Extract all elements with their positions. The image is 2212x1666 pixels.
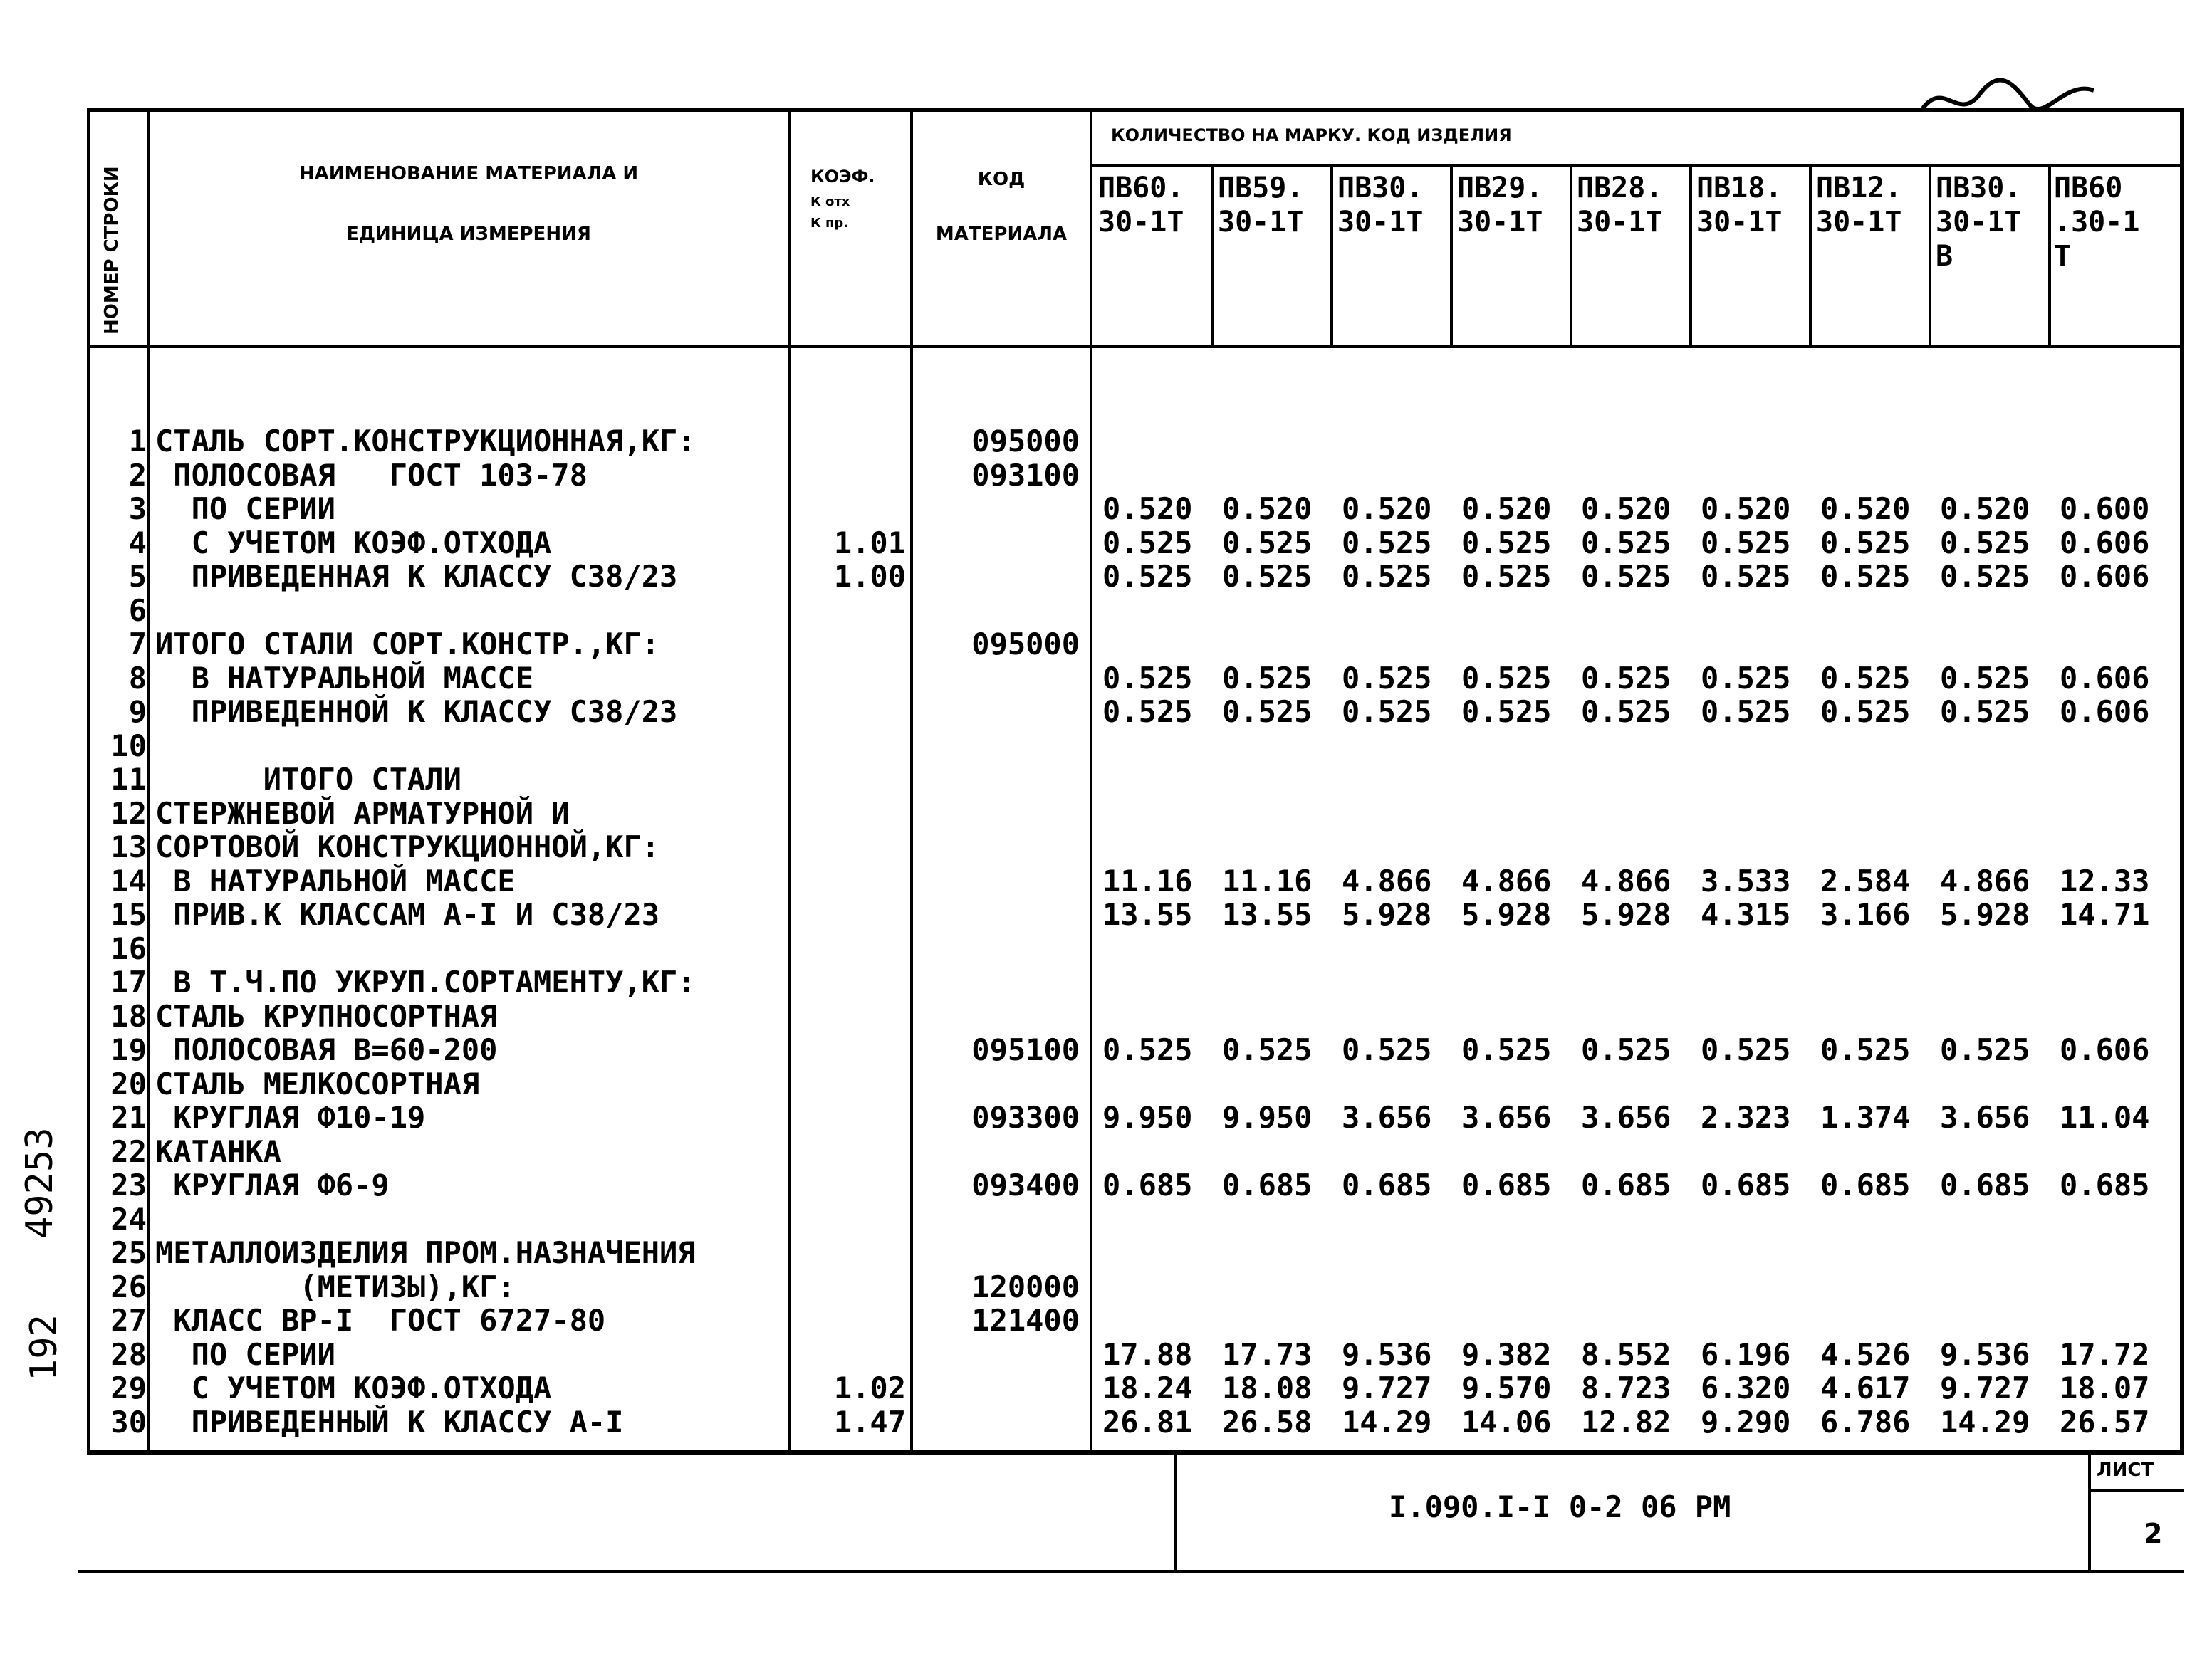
brand-1: ПВ60. 30-1Т	[1098, 172, 1184, 239]
sheet-label-divider	[2088, 1489, 2184, 1492]
brand-sep-3	[1450, 164, 1453, 346]
footer-divider	[87, 1452, 2184, 1455]
row-numbers: 1 2 3 4 5 6 7 8 9 10 11 12 13 14 15 16 17 18 19 20 21 22 23 24 25 26 27 28 29 30	[110, 424, 147, 1440]
sheet-number: 2	[2144, 1518, 2163, 1549]
qty-header-divider	[1091, 164, 2184, 167]
brand-9: ПВ60 .30-1 Т	[2054, 172, 2140, 273]
values-col-7: 0.520 0.525 0.525 0.525 0.525 2.584 3.166 0.525 1.374 0.685 4.526 4.617 6.786	[1820, 491, 1911, 1440]
material-codes: 095000 093100 095000 095100 093300 093400 120000 121400	[971, 424, 1080, 1338]
qty-header: КОЛИЧЕСТВО НА МАРКУ. КОД ИЗДЕЛИЯ	[1111, 125, 1512, 145]
footer-line-2	[2088, 1452, 2091, 1571]
coef-header-line3: К пр.	[810, 216, 849, 231]
values-col-6: 0.520 0.525 0.525 0.525 0.525 3.533 4.315 0.525 2.323 0.685 6.196 6.320 9.290	[1701, 491, 1791, 1440]
brand-sep-7	[1929, 164, 1931, 346]
coef-header	[791, 162, 910, 235]
brand-4: ПВ29. 30-1Т	[1457, 172, 1543, 239]
brand-sep-5	[1689, 164, 1692, 346]
brand-sep-1	[1211, 164, 1214, 346]
header-divider	[87, 345, 2184, 348]
sheet-label: ЛИСТ	[2097, 1460, 2154, 1481]
page-number-margin: 192	[23, 1314, 66, 1381]
name-header	[150, 157, 788, 253]
brand-sep-4	[1570, 164, 1572, 346]
brand-8: ПВ30. 30-1Т В	[1936, 172, 2022, 273]
coef-header-line1: КОЭФ.	[810, 167, 875, 187]
brand-6: ПВ18. 30-1Т	[1696, 172, 1783, 239]
brand-sep-2	[1330, 164, 1333, 346]
code-header	[913, 162, 1090, 253]
values-col-3: 0.520 0.525 0.525 0.525 0.525 4.866 5.928 0.525 3.656 0.685 9.536 9.727 14.29	[1342, 491, 1432, 1440]
coefficients: 1.01 1.00 1.02 1.47	[833, 525, 906, 1440]
code-header-line1: КОД	[977, 169, 1026, 190]
values-col-8: 0.520 0.525 0.525 0.525 0.525 4.866 5.928 0.525 3.656 0.685 9.536 9.727 14.29	[1940, 491, 2030, 1440]
brand-2: ПВ59. 30-1Т	[1218, 172, 1304, 239]
coef-header-line2: К отх	[810, 194, 850, 209]
name-header-line1: НАИМЕНОВАНИЕ МАТЕРИАЛА И	[298, 163, 639, 184]
inventory-number: 49253	[19, 1127, 61, 1239]
values-col-9: 0.600 0.606 0.606 0.606 0.606 12.33 14.71 0.606 11.04 0.685 17.72 18.07 26.57	[2060, 491, 2150, 1440]
brand-sep-8	[2048, 164, 2051, 346]
col-line-coef	[910, 108, 913, 1454]
footer-line-1	[1174, 1452, 1177, 1571]
col-line-num	[147, 108, 150, 1454]
handwritten-mark-icon	[1916, 66, 2101, 137]
col-line-name	[788, 108, 791, 1454]
brand-7: ПВ12. 30-1Т	[1816, 172, 1902, 239]
values-col-1: 0.520 0.525 0.525 0.525 0.525 11.16 13.55 0.525 9.950 0.685 17.88 18.24 26.81	[1102, 491, 1193, 1440]
document-code: I.090.I-I 0-2 06 РМ	[1389, 1489, 1731, 1524]
values-col-2: 0.520 0.525 0.525 0.525 0.525 11.16 13.55 0.525 9.950 0.685 17.73 18.08 26.58	[1222, 491, 1313, 1440]
material-names: СТАЛЬ СОРТ.КОНСТРУКЦИОННАЯ,КГ: ПОЛОСОВАЯ ГОСТ 103-78 ПО СЕРИИ С УЧЕТОМ КОЭФ.ОТХОДА ПРИВЕДЕННАЯ К КЛАССУ С38/23 ИТОГО СТАЛИ СОРТ.КОНСТР.,КГ: В НАТУРАЛЬНОЙ МАССЕ ПРИВЕДЕННОЙ К КЛАССУ С38/23 ИТОГО СТАЛИ СТЕРЖНЕВОЙ АРМАТУРНОЙ И СОРТОВОЙ КОНСТРУКЦИОННОЙ,КГ: В НАТУРАЛЬНОЙ МАССЕ ПРИВ.К КЛАССАМ А-I И С38/23 В Т.Ч.ПО УКРУП.СОРТАМЕНТУ,КГ: СТАЛЬ КРУПНОСОРТНАЯ ПОЛОСОВАЯ В=60-200 СТАЛЬ МЕЛКОСОРТНАЯ КРУГЛАЯ Ф10-19 КАТАНКА КРУГЛАЯ Ф6-9 МЕТАЛЛОИЗДЕЛИЯ ПРОМ.НАЗНАЧЕНИЯ (МЕТИЗЫ),КГ: КЛАСС ВР-I ГОСТ 6727-80 ПО СЕРИИ С УЧЕТОМ КОЭФ.ОТХОДА ПРИВЕДЕННЫЙ К КЛАССУ А-I	[155, 424, 696, 1440]
row-number-header: НОМЕР СТРОКИ	[101, 166, 122, 335]
col-line-code	[1090, 108, 1092, 1454]
values-col-4: 0.520 0.525 0.525 0.525 0.525 4.866 5.928 0.525 3.656 0.685 9.382 9.570 14.06	[1461, 491, 1552, 1440]
code-header-line2: МАТЕРИАЛА	[935, 224, 1068, 246]
values-col-5: 0.520 0.525 0.525 0.525 0.525 4.866 5.928 0.525 3.656 0.685 8.552 8.723 12.82	[1581, 491, 1671, 1440]
footer-bottom	[78, 1570, 2184, 1573]
brand-3: ПВ30. 30-1Т	[1337, 172, 1424, 239]
brand-sep-6	[1809, 164, 1812, 346]
name-header-line2: ЕДИНИЦА ИЗМЕРЕНИЯ	[346, 224, 591, 246]
brand-5: ПВ28. 30-1Т	[1577, 172, 1663, 239]
